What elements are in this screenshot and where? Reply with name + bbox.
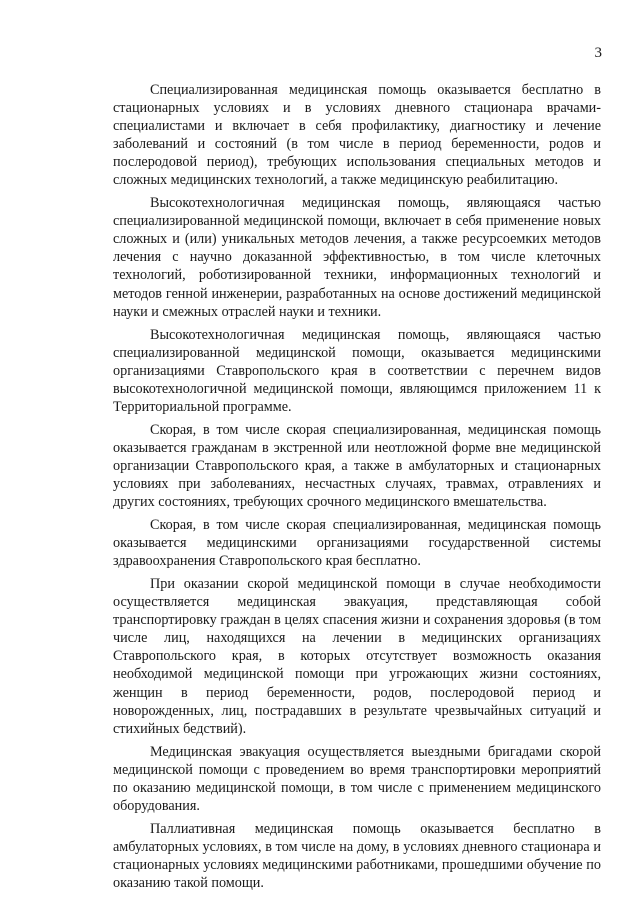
document-body <box>113 81 601 897</box>
paragraph-medical-evacuation: При оказании скорой медицинской помощи в случае необходимости осуществляется медицинская эвакуация, представляющая собой транспортировку граждан в целях спасения жизни и сохранения здоровья (в том числе лиц, находящихся на лечении в медицинских организациях Ставропольского края, в которых отсутствует возможность оказания необходимой медицинской помощи при угрожающих жизни состояниях, женщин в период беременности, родов, послеродовой период и новорожденных, лиц, пострадавших в результате чрезвычайных ситуаций и стихийных бедствий). <box>113 576 601 737</box>
paragraph-high-tech-care-provision: Высокотехнологичная медицинская помощь, являющаяся частью специализированной медицинской помощи, оказывается медицинскими организациями Ставропольского края в соответствии с перечнем видов высокотехнологичной медицинской помощи, являющимся приложением 11 к Территориальной программе. <box>113 326 601 415</box>
paragraph-emergency-care: Скорая, в том числе скорая специализированная, медицинская помощь оказывается гражданам в экстренной или неотложной форме вне медицинской организации Ставропольского края, а также в амбулаторных и стационарных условиях при заболеваниях, несчастных случаях, травмах, отравлениях и других состояниях, требующих срочного медицинского вмешательства. <box>113 421 601 511</box>
paragraph-specialized-care: Специализированная медицинская помощь оказывается бесплатно в стационарных условиях и в условиях дневного стационара врачами-специалистами и включает в себя профилактику, диагностику и лечение заболеваний и состояний (в том числе в период беременности, родов и послеродовой период), требующих использования специальных методов и сложных медицинских технологий, а также медицинскую реабилитацию. <box>113 82 601 189</box>
paragraph-evacuation-teams: Медицинская эвакуация осуществляется выездными бригадами скорой медицинской помощи с проведением во время транспортировки мероприятий по оказанию медицинской помощи, в том числе с применением медицинского оборудования. <box>113 743 601 814</box>
paragraph-high-tech-care-definition: Высокотехнологичная медицинская помощь, являющаяся частью специализированной медицинской помощи, включает в себя применение новых сложных и (или) уникальных методов лечения, а также ресурсоемких методов лечения с научно доказанной эффективностью, в том числе клеточных технологий, роботизированной техники, информационных технологий и методов генной инженерии, разработанных на основе достижений медицинской науки и смежных отраслей науки и техники. <box>113 195 601 320</box>
page-number: 3 <box>594 45 602 61</box>
paragraph-emergency-care-free: Скорая, в том числе скорая специализированная, медицинская помощь оказывается медицинскими организациями государственной системы здравоохранения Ставропольского края бесплатно. <box>113 517 601 570</box>
paragraph-palliative-care: Паллиативная медицинская помощь оказывается бесплатно в амбулаторных условиях, в том числе на дому, в условиях дневного стационара и стационарных условиях медицинскими работниками, прошедшими обучение по оказанию такой помощи. <box>113 820 601 891</box>
